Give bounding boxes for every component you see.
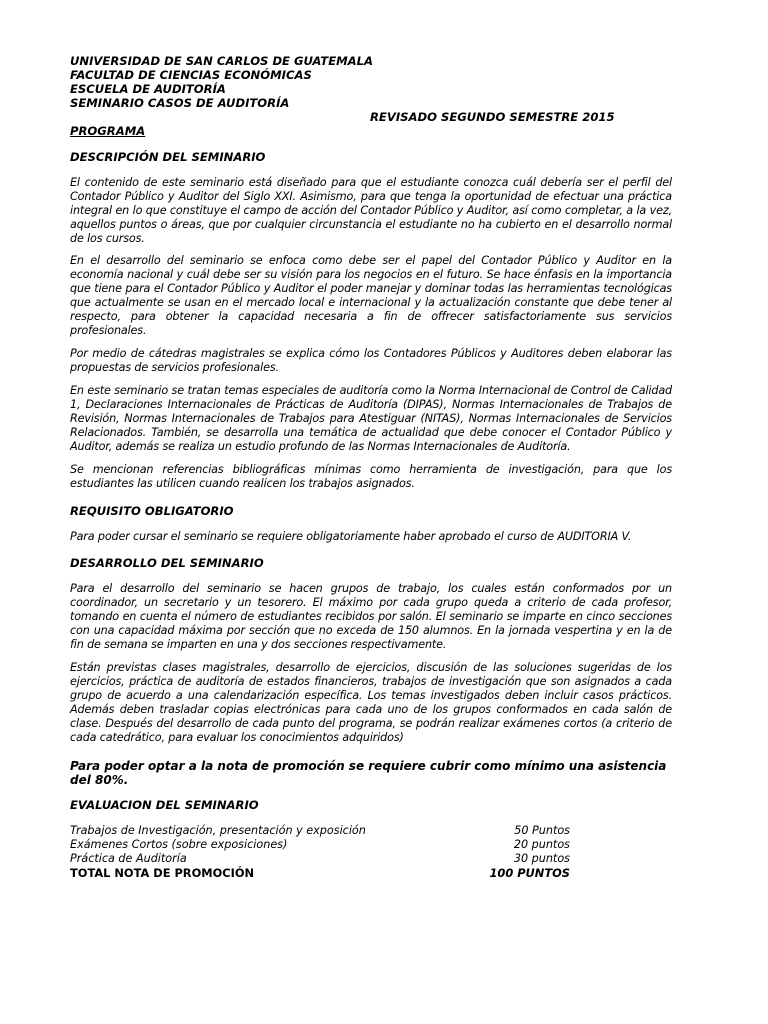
evaluation-row-points: 30 puntos bbox=[513, 852, 570, 865]
evaluation-row-points: 20 puntos bbox=[513, 838, 570, 851]
evaluation-row bbox=[70, 852, 672, 866]
desarrollo-title: DESARROLLO DEL SEMINARIO bbox=[70, 556, 264, 570]
evaluation-row-points: 50 Puntos bbox=[514, 824, 570, 837]
desarrollo-paragraph-1: Para el desarrollo del seminario se hacen grupos de trabajo, los cuales están conformados por un coordinador, un secretario y un tesorero. El máximo por cada grupo queda a criterio de cada profesor, tomando en cuenta el número de estudiantes recibidos por salón. El seminario se imparte en cinco secciones con una capacidad máxima por sección que no exceda de 150 alumnos. En la jornada vespertina y en la de fin de semana se imparten en una y dos secciones respectivamente. bbox=[70, 582, 672, 651]
seminar-name: SEMINARIO CASOS DE AUDITORÍA bbox=[70, 96, 290, 110]
descripcion-paragraph-1: El contenido de este seminario está diseñado para que el estudiante conozca cuál debería ser el perfil del Contador Público y Auditor del Siglo XXI. Asimismo, para que tenga la oportunidad de efectuar una práctica integral en lo que constituye el campo de acción del Contador Público y Auditor, así como completar, a la vez, aquellos puntos o áreas, que por cualquier circunstancia el estudiante no ha cubierto en el desarrollo normal de los cursos. bbox=[70, 176, 672, 245]
descripcion-paragraph-5: Se mencionan referencias bibliográficas mínimas como herramienta de investigación, para que los estudiantes las utilicen cuando realicen los trabajos asignados. bbox=[70, 463, 672, 490]
evaluation-row-label: Práctica de Auditoría bbox=[70, 852, 187, 865]
university-name: UNIVERSIDAD DE SAN CARLOS DE GUATEMALA bbox=[70, 54, 373, 68]
faculty-name: FACULTAD DE CIENCIAS ECONÓMICAS bbox=[70, 68, 312, 82]
requisito-title: REQUISITO OBLIGATORIO bbox=[70, 504, 234, 518]
document-page bbox=[70, 54, 672, 880]
descripcion-title: DESCRIPCIÓN DEL SEMINARIO bbox=[70, 150, 266, 164]
evaluation-row-label: Exámenes Cortos (sobre exposiciones) bbox=[70, 838, 288, 851]
evaluation-row-label: Trabajos de Investigación, presentación y exposición bbox=[70, 824, 366, 837]
evaluation-total-row bbox=[70, 866, 672, 880]
requisito-text: Para poder cursar el seminario se requiere obligatoriamente haber aprobado el curso de AUDITORIA V. bbox=[70, 530, 632, 543]
school-name: ESCUELA DE AUDITORÍA bbox=[70, 82, 226, 96]
descripcion-paragraph-2: En el desarrollo del seminario se enfoca como debe ser el papel del Contador Público y Auditor en la economía nacional y cuál debe ser su visión para los negocios en el futuro. Se hace énfasis en la importancia que tiene para el Contador Público y Auditor el poder manejar y dominar todas las herramientas tecnológicas que actualmente se usan en el mercado local e internacional y la actualización constante que debe tener al respecto, para obtener la capacidad necesaria a fin de offrecer satisfactoriamente sus servicios profesionales. bbox=[70, 254, 672, 337]
evaluacion-title: EVALUACION DEL SEMINARIO bbox=[70, 798, 259, 812]
evaluation-row bbox=[70, 824, 672, 838]
evaluation-row bbox=[70, 838, 672, 852]
evaluation-total-label: TOTAL NOTA DE PROMOCIÓN bbox=[70, 866, 255, 880]
desarrollo-paragraph-2: Están previstas clases magistrales, desarrollo de ejercicios, discusión de las soluciones sugeridas de los ejercicios, práctica de auditoría de estados financieros, trabajos de investigación que son asignados a cada grupo de acuerdo a una calendarización específica. Los temas investigados deben incluir casos prácticos. Además deben trasladar copias electrónicas para cada uno de los grupos conformados en cada salón de clase. Después del desarrollo de cada punto del programa, se podrán realizar exámenes cortos (a criterio de cada catedrático, para evaluar los conocimientos adquiridos) bbox=[70, 661, 672, 744]
programa-title: PROGRAMA bbox=[70, 124, 146, 138]
promotion-note: Para poder optar a la nota de promoción se requiere cubrir como mínimo una asistencia del 80%. bbox=[70, 759, 667, 787]
evaluation-table bbox=[70, 824, 672, 880]
descripcion-paragraph-4: En este seminario se tratan temas especiales de auditoría como la Norma Internacional de Control de Calidad 1, Declaraciones Internacionales de Prácticas de Auditoría (DIPAS), Normas Internacionales de Trabajos de Revisión, Normas Internacionales de Trabajos para Atestiguar (NITAS), Normas Internacionales de Servicios Relacionados. También, se desarrolla una temática de actualidad que debe conocer el Contador Público y Auditor, además se realiza un estudio profundo de las Normas Internacionales de Auditoría. bbox=[70, 384, 672, 453]
revision-note: REVISADO SEGUNDO SEMESTRE 2015 bbox=[370, 110, 615, 124]
descripcion-paragraph-3: Por medio de cátedras magistrales se explica cómo los Contadores Públicos y Auditores deben elaborar las propuestas de servicios profesionales. bbox=[70, 347, 672, 374]
evaluation-total-points: 100 PUNTOS bbox=[489, 866, 570, 880]
